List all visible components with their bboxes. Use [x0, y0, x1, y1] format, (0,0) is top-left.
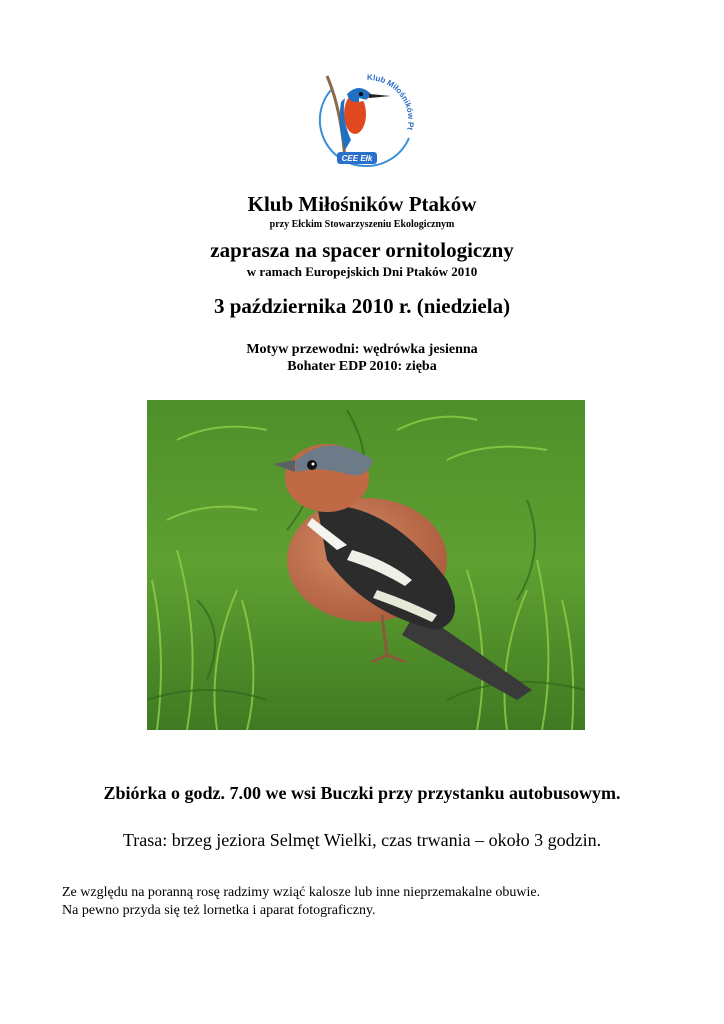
equipment-note: Na pewno przyda się też lornetka i aparat fotograficzny. [62, 903, 376, 918]
invitation-context: w ramach Europejskich Dni Ptaków 2010 [246, 264, 478, 279]
club-name: Klub Miłośników Ptaków [247, 192, 477, 216]
route-info: Trasa: brzeg jeziora Selmęt Wielki, czas trwania – około 3 godzin. [122, 830, 602, 850]
chaffinch-photo [147, 400, 585, 730]
chaffinch-illustration [147, 400, 585, 730]
footwear-note: Ze względu na poranną rosę radzimy wziąć kalosze lub inne nieprzemakalne obuwie. [62, 885, 541, 900]
hero-bird: Bohater EDP 2010: zięba [287, 359, 437, 374]
logo-arc-text: Klub Miłośników Pt [366, 72, 416, 131]
event-motif: Motyw przewodni: wędrówka jesienna [246, 342, 478, 357]
logo-badge-text: CEE Ełk [341, 154, 373, 163]
meeting-info: Zbiórka o godz. 7.00 we wsi Buczki przy przystanku autobusowym. [103, 783, 621, 803]
club-affiliation: przy Ełckim Stowarzyszeniu Ekologicznym [269, 219, 455, 230]
invitation-heading: zaprasza na spacer ornitologiczny [210, 238, 514, 262]
event-date: 3 października 2010 r. (niedziela) [213, 294, 511, 318]
club-logo [305, 68, 423, 172]
kingfisher-logo-graphic [305, 68, 423, 172]
